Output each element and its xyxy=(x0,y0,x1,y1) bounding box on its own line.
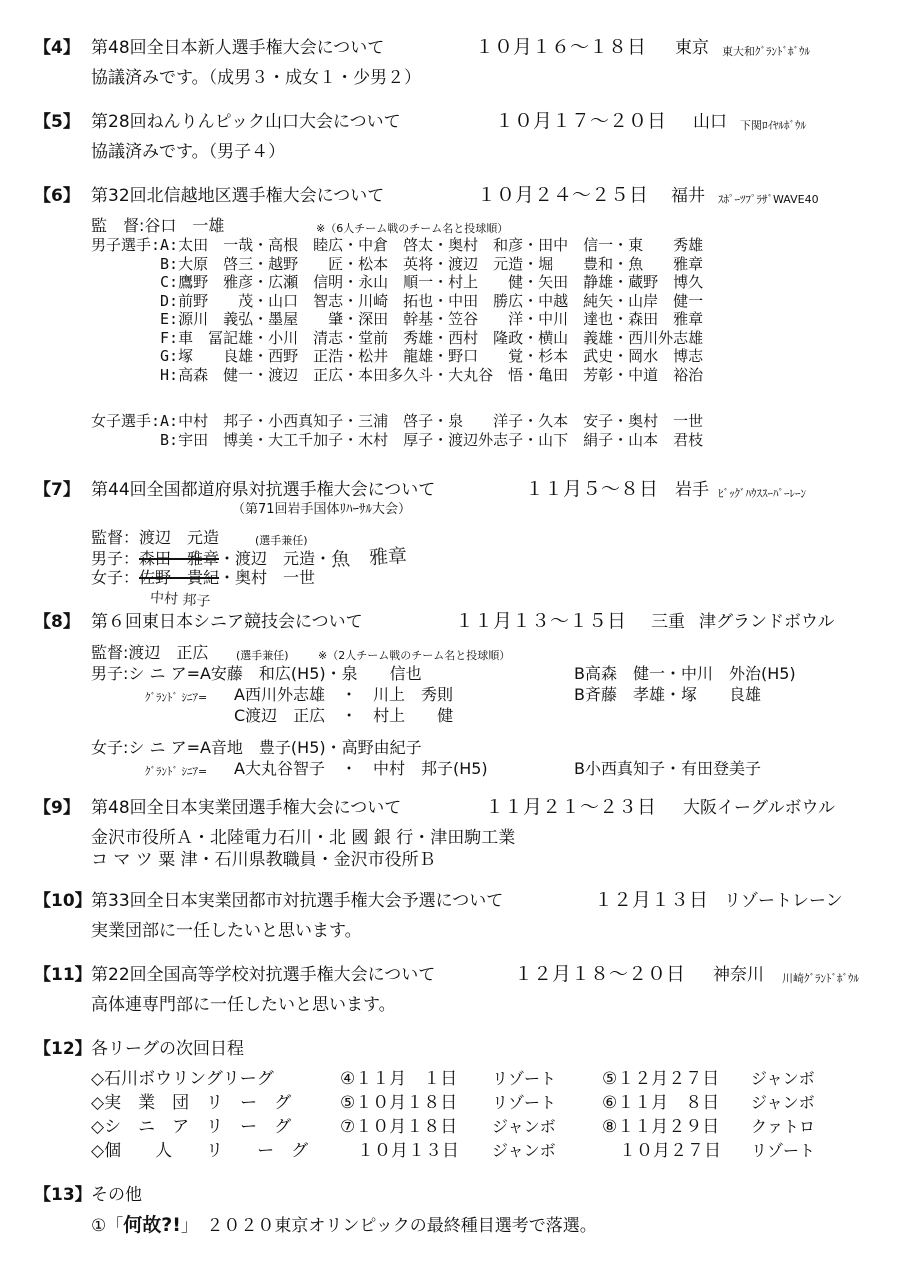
section-4-place: 東京 xyxy=(675,38,709,58)
section-13-number: 【13】 xyxy=(34,1185,92,1205)
section-7-director-note: (選手兼任) xyxy=(255,534,308,547)
section-7-date: １１月５～８日 xyxy=(525,478,659,500)
section-8-note: ※（2人チーム戦のチーム名と投球順） xyxy=(318,649,511,662)
section-5-title: 第28回ねんりんピック山口大会について xyxy=(91,112,401,132)
section-8-men-senior-b: B高森 健一・中川 外治(H5) xyxy=(574,664,796,683)
league-row-name: ◇個 人 リ ー グ xyxy=(91,1141,309,1161)
section-6-number: 【6】 xyxy=(34,186,80,206)
section-4-number: 【4】 xyxy=(34,38,80,58)
section-6-men-e: E:源川 義弘・墨屋 肇・深田 幹基・笠谷 洋・中川 達也・森田 雅章 xyxy=(91,310,704,328)
league-row-venue-1: リゾート xyxy=(492,1093,557,1112)
section-8-men-grand-b: B斉藤 孝雄・塚 良雄 xyxy=(574,685,761,704)
section-5-body: 協議済みです。（男子４） xyxy=(91,142,286,162)
section-7-subtitle: （第71回岩手国体ﾘﾊｰｻﾙ大会） xyxy=(232,502,412,517)
section-4-body: 協議済みです。（成男３・成女１・少男２） xyxy=(91,68,422,88)
section-8-director: 監督:渡辺 正広 xyxy=(91,643,209,662)
section-10-date: １２月１３日 xyxy=(594,889,709,911)
section-7-women-label: 女子： xyxy=(91,568,140,587)
section-8-women-grand-a: A大丸谷智子 ・ 中村 邦子(H5) xyxy=(234,759,488,778)
section-13-item-prefix: ①「 xyxy=(91,1216,124,1236)
league-row-date-2: ⑤１２月２７日 xyxy=(602,1069,720,1089)
section-6-men-a: 男子選手:A:太田 一哉・高根 睦広・中倉 啓太・奥村 和彦・田中 信一・東 秀雄 xyxy=(91,236,704,254)
league-row-date-1: ④１１月 １日 xyxy=(340,1069,458,1089)
league-row-venue-2: クァトロ xyxy=(751,1117,816,1136)
league-row-venue-1: ジャンボ xyxy=(492,1141,556,1160)
section-6-women-a: 女子選手:A:中村 邦子・小西真知子・三浦 啓子・泉 洋子・久本 安子・奥村 一世 xyxy=(91,412,704,430)
section-6-director: 監 督:谷口 一雄 xyxy=(91,216,225,235)
section-9-line-1: 金沢市役所Ａ・北陸電力石川・北 國 銀 行・津田駒工業 xyxy=(91,828,516,848)
section-8-men-senior-a: 男子:シ ニ ア=A安藤 和広(H5)・泉 信也 xyxy=(91,664,422,683)
league-row-date-1: １０月１３日 xyxy=(340,1141,459,1161)
section-8-director-note: (選手兼任) xyxy=(236,649,289,662)
section-5-number: 【5】 xyxy=(34,112,80,132)
section-8-date: １１月１３～１５日 xyxy=(455,610,627,632)
section-4-date: １０月１６～１８日 xyxy=(475,36,647,58)
section-6-note: ※（6人チーム戦のチーム名と投球順） xyxy=(316,222,509,235)
section-8-title: 第６回東日本シニア競技会について xyxy=(91,612,363,632)
league-row-date-2: １０月２７日 xyxy=(602,1141,721,1161)
section-10-number: 【10】 xyxy=(34,891,92,911)
section-8-men-grand-c: C渡辺 正広 ・ 村上 健 xyxy=(234,706,454,725)
section-8-women-grand-label: ｸﾞﾗﾝﾄﾞ ｼﾆｱ= xyxy=(145,765,208,778)
section-6-men-g: G:塚 良雄・西野 正浩・松井 龍雄・野口 覚・杉本 武史・岡水 博志 xyxy=(91,347,704,365)
section-5-place: 山口 xyxy=(693,112,727,132)
section-7-women-row xyxy=(91,568,315,588)
section-10-body: 実業団部に一任したいと思います。 xyxy=(91,921,362,941)
section-13-item-rest: 」 ２０２０東京オリンピックの最終種目選考で落選。 xyxy=(180,1216,597,1236)
section-11-number: 【11】 xyxy=(34,965,92,985)
section-6-men-d: D:前野 茂・山口 智志・川崎 拓也・中田 勝広・中越 純矢・山岸 健一 xyxy=(91,291,704,310)
section-7-men-struck: 森田 雅章 xyxy=(139,549,220,568)
section-4-title: 第48回全日本新人選手権大会について xyxy=(91,38,385,58)
section-11-venue: 川崎ｸﾞﾗﾝﾄﾞﾎﾞｳﾙ xyxy=(782,972,859,985)
section-7-women-struck: 佐野 貴紀 xyxy=(139,568,220,587)
section-8-men-grand-label: ｸﾞﾗﾝﾄﾞ ｼﾆｱ= xyxy=(145,691,208,704)
section-7-men-row xyxy=(91,545,408,571)
section-13-title: その他 xyxy=(91,1185,142,1205)
section-12-title: 各リーグの次回日程 xyxy=(91,1039,244,1059)
section-5-venue: 下関ﾛｲﾔﾙﾎﾞｳﾙ xyxy=(740,119,806,132)
section-4-venue: 東大和ｸﾞﾗﾝﾄﾞﾎﾞｳﾙ xyxy=(722,45,810,58)
section-7-director: 監督：渡辺 元造 xyxy=(91,528,220,547)
section-9-line-2: コ マ ツ 粟 津・石川県教職員・金沢市役所Ｂ xyxy=(91,850,436,870)
league-row-date-2: ⑥１１月 ８日 xyxy=(602,1093,720,1113)
section-9-venue: 大阪イーグルボウル xyxy=(683,798,835,818)
section-9-number: 【9】 xyxy=(34,798,80,818)
section-11-place: 神奈川 xyxy=(713,965,764,985)
section-13-item-emphasis: 何故?! xyxy=(123,1214,181,1236)
section-7-men-rest: ・渡辺 元造・ xyxy=(219,549,332,568)
section-9-date: １１月２１～２３日 xyxy=(485,796,657,818)
section-5-date: １０月１７～２０日 xyxy=(495,110,667,132)
section-8-women-senior: 女子:シ ニ ア=A音地 豊子(H5)・高野由紀子 xyxy=(91,738,422,757)
section-11-title: 第22回全国高等学校対抗選手権大会について xyxy=(91,965,436,985)
section-8-women-grand-b: B小西真知子・有田登美子 xyxy=(574,759,761,778)
section-7-men-label: 男子： xyxy=(91,549,140,568)
section-6-date: １０月２４～２５日 xyxy=(477,184,649,206)
section-6-place: 福井 xyxy=(671,186,705,206)
league-row-name: ◇シ ニ ア リ ー グ xyxy=(91,1117,292,1137)
league-row-venue-2: ジャンボ xyxy=(751,1069,815,1088)
league-row-date-1: ⑤１０月１８日 xyxy=(340,1093,458,1113)
league-row-date-2: ⑧１１月２９日 xyxy=(602,1117,720,1137)
section-12-number: 【12】 xyxy=(34,1039,92,1059)
section-7-place: 岩手 xyxy=(675,480,709,500)
section-6-women-b: B:宇田 博美・大工千加子・木村 厚子・渡辺外志子・山下 絹子・山本 君枝 xyxy=(91,431,704,449)
league-row-venue-1: リゾート xyxy=(492,1069,557,1088)
section-7-women-rest: ・奥村 一世 xyxy=(219,568,316,587)
section-11-body: 高体連専門部に一任したいと思います。 xyxy=(91,995,396,1015)
section-7-men-handwritten: 魚 雅章 xyxy=(330,545,408,571)
league-row-name: ◇石川ボウリングリーグ xyxy=(91,1069,274,1089)
section-6-venue: ｽﾎﾟｰﾂﾌﾟﾗｻﾞWAVE40 xyxy=(718,193,819,206)
section-7-venue: ﾋﾞｯｸﾞﾊｳｽｽｰﾊﾟｰﾚｰﾝ xyxy=(718,487,806,500)
section-10-venue: リゾートレーン xyxy=(724,891,843,911)
section-8-venue: 津グランドボウル xyxy=(699,612,835,632)
section-9-title: 第48回全日本実業団選手権大会について xyxy=(91,798,402,818)
section-8-men-grand-a: A西川外志雄 ・ 川上 秀則 xyxy=(234,685,453,704)
league-row-venue-2: リゾート xyxy=(751,1141,816,1160)
section-11-date: １２月１８～２０日 xyxy=(514,963,686,985)
section-8-place: 三重 xyxy=(651,612,685,632)
league-row-name: ◇実 業 団 リ ー グ xyxy=(91,1093,292,1113)
section-6-men-f: F:車 冨記雄・小川 清志・堂前 秀雄・西村 隆政・横山 義雄・西川外志雄 xyxy=(91,328,704,347)
section-10-title: 第33回全日本実業団都市対抗選手権大会予選について xyxy=(91,891,504,911)
section-6-men-c: C:鷹野 雅彦・広瀬 信明・永山 順一・村上 健・矢田 静雄・蔵野 博久 xyxy=(91,273,704,291)
section-7-title: 第44回全国都道府県対抗選手権大会について xyxy=(91,480,436,500)
section-7-women-handwritten: 中村 邦子 xyxy=(149,589,211,611)
section-7-number: 【7】 xyxy=(34,480,80,500)
section-8-number: 【8】 xyxy=(34,612,80,632)
section-6-title: 第32回北信越地区選手権大会について xyxy=(91,186,385,206)
league-row-venue-2: ジャンボ xyxy=(751,1093,815,1112)
section-6-men-b: B:大原 啓三・越野 匠・松本 英将・渡辺 元造・堀 豊和・魚 雅章 xyxy=(91,254,704,273)
league-row-venue-1: ジャンボ xyxy=(492,1117,556,1136)
section-13-item xyxy=(91,1215,597,1236)
league-row-date-1: ⑦１０月１８日 xyxy=(340,1117,458,1137)
section-6-men-h: H:高森 健一・渡辺 正広・本田多久斗・大丸谷 悟・亀田 芳彰・中道 裕治 xyxy=(91,365,704,384)
